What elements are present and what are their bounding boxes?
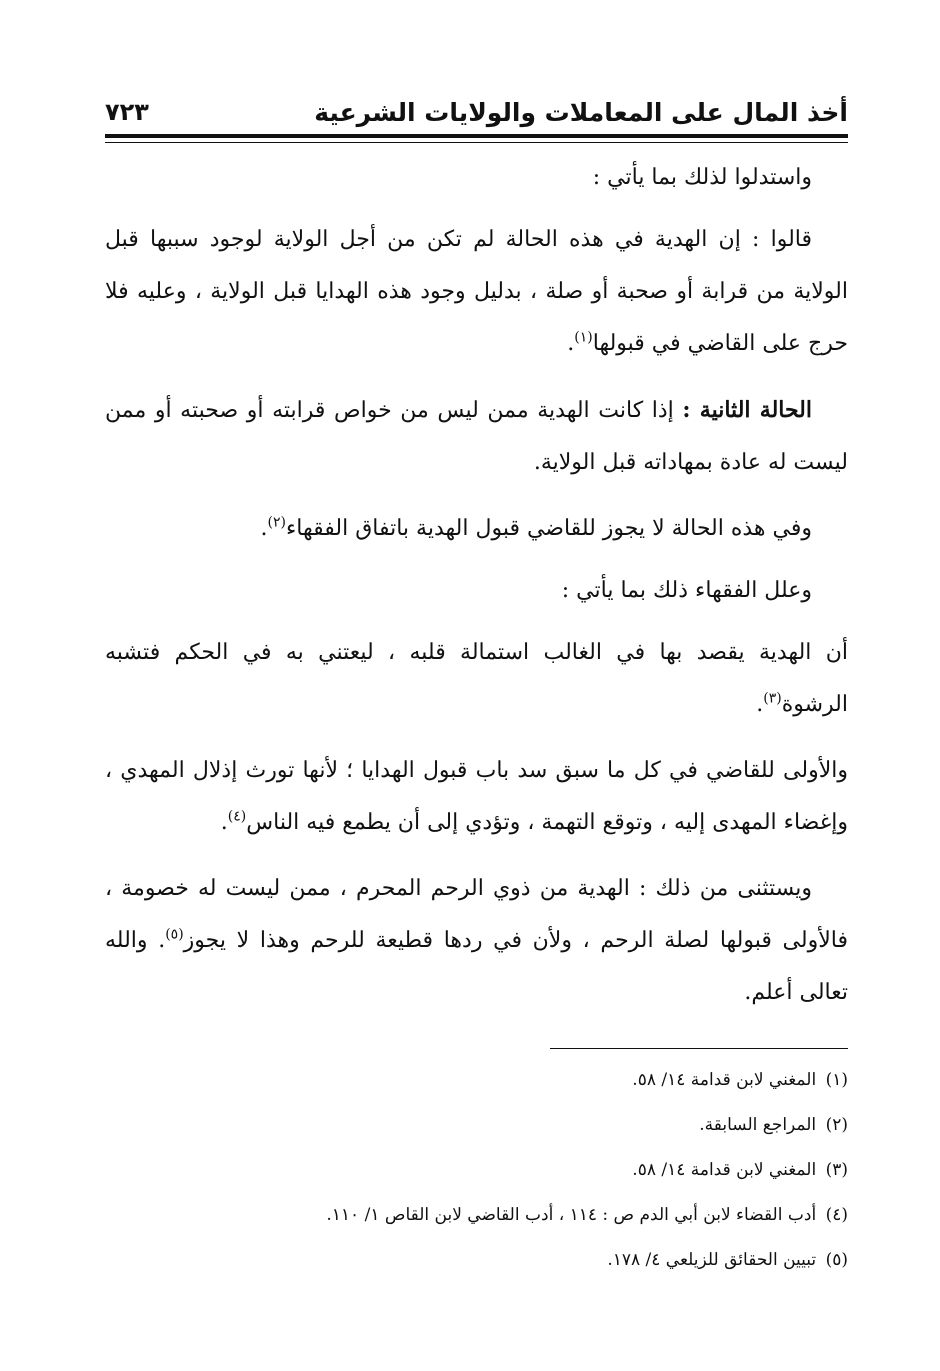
footnote-number: (١): [825, 1070, 848, 1090]
paragraph-5-text: وعلل الفقهاء ذلك بما يأتي :: [561, 578, 812, 603]
paragraph-7-text: والأولى للقاضي في كل ما سبق سد باب قبول الهدايا ؛ لأنها تورث إذلال المهدي ، وإغضاء المهدى إليه ، وتوقع التهمة ، وتؤدي إلى أن يطمع فيه الناس: [105, 758, 848, 835]
footnote-number: (٥): [825, 1250, 848, 1270]
footnote-2: [105, 1107, 848, 1143]
footnote-separator: [550, 1048, 848, 1049]
paragraph-8: [105, 863, 848, 1019]
paragraph-2: [105, 214, 848, 370]
footnote-number: (٢): [825, 1115, 848, 1135]
paragraph-6-end: .: [756, 692, 764, 717]
paragraph-4-end: .: [260, 516, 268, 541]
case-two-heading: الحالة الثانية :: [682, 397, 812, 423]
footnote-1: [105, 1062, 848, 1098]
footnote-number: (٣): [825, 1160, 848, 1180]
footnotes: [105, 1062, 848, 1287]
paragraph-3: [105, 384, 848, 489]
main-text: [105, 152, 848, 1033]
paragraph-6: [105, 627, 848, 731]
footnote-text: المراجع السابقة.: [699, 1115, 817, 1135]
paragraph-8-text: ويستثنى من ذلك : الهدية من ذوي الرحم المحرم ، ممن ليست له خصومة ، فالأولى قبولها لصلة الرحم ، ولأن في ردها قطيعة للرحم وهذا لا يجوز: [105, 876, 848, 953]
paragraph-2-text: قالوا : إن الهدية في هذه الحالة لم تكن من أجل الولاية لوجود سببها قبل الولاية من قرابة أو صحبة أو صلة ، بدليل وجود هذه الهدايا قبل الولاية ، وعليه فلا حرج على القاضي في قبولها: [105, 227, 848, 356]
paragraph-7: [105, 745, 848, 849]
footnote-number: (٤): [825, 1205, 848, 1225]
paragraph-7-end: .: [220, 810, 228, 835]
page-number: ٧٢٣: [105, 98, 149, 126]
footnote-text: المغني لابن قدامة ١٤/ ٥٨.: [632, 1070, 817, 1090]
header-rule-thin: [105, 142, 848, 143]
footnote-ref-2[interactable]: (٢): [267, 514, 286, 531]
paragraph-2-end: .: [567, 331, 575, 356]
paragraph-3-text: إذا كانت الهدية ممن ليس من خواص قرابته أو صحبته أو ممن ليست له عادة بمهاداته قبل الولاية.: [105, 398, 848, 475]
footnote-text: أدب القضاء لابن أبي الدم ص : ١١٤ ، أدب القاضي لابن القاص ١/ ١١٠.: [326, 1205, 817, 1225]
footnote-ref-5[interactable]: (٥): [165, 926, 184, 943]
footnote-3: [105, 1152, 848, 1188]
paragraph-6-text: أن الهدية يقصد بها في الغالب استمالة قلبه ، ليعتني به في الحكم فتشبه الرشوة: [105, 640, 848, 717]
footnote-5: [105, 1242, 848, 1278]
paragraph-5: [105, 565, 848, 617]
paragraph-4: [105, 503, 848, 555]
running-title: أخذ المال على المعاملات والولايات الشرعية: [314, 97, 848, 127]
footnote-ref-1[interactable]: (١): [574, 329, 593, 346]
header-rule-thick: [105, 134, 848, 138]
paragraph-1-text: واستدلوا لذلك بما يأتي :: [592, 165, 812, 190]
paragraph-4-text: وفي هذه الحالة لا يجوز للقاضي قبول الهدية باتفاق الفقهاء: [285, 516, 812, 541]
footnote-text: المغني لابن قدامة ١٤/ ٥٨.: [632, 1160, 817, 1180]
paragraph-8-end: . والله تعالى أعلم.: [105, 928, 848, 1005]
footnote-ref-3[interactable]: (٣): [763, 690, 782, 707]
footnote-ref-4[interactable]: (٤): [227, 808, 247, 825]
footnote-text: تبيين الحقائق للزيلعي ٤/ ١٧٨.: [607, 1250, 817, 1270]
paragraph-1: [105, 152, 848, 204]
page-header: [105, 92, 848, 132]
footnote-4: [105, 1197, 848, 1233]
